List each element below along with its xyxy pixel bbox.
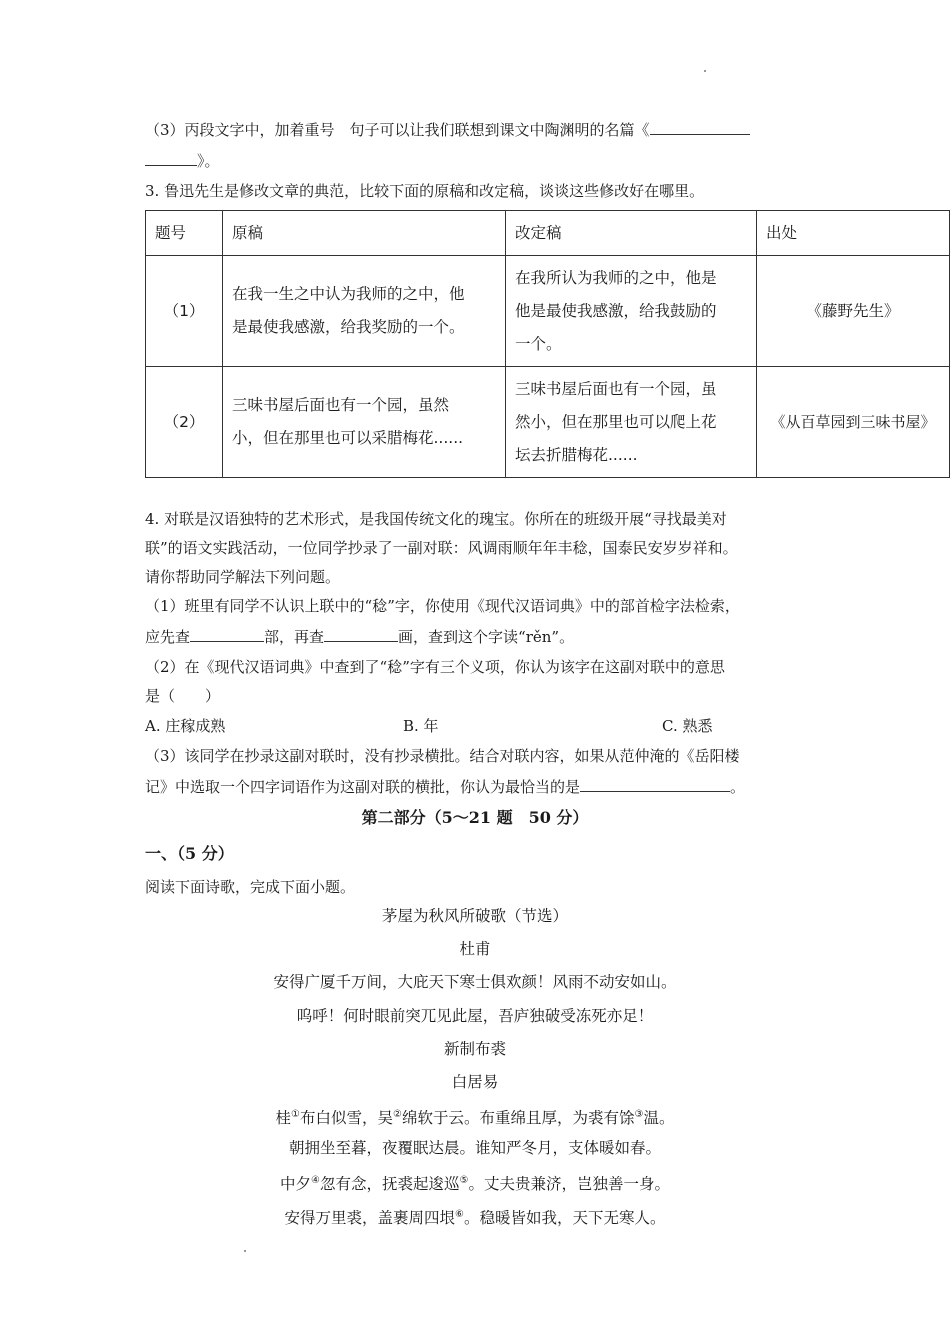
- poem-2-line: 安得万里裘，盖裹周四垠⑥。稳暖皆如我，天下无寒人。: [284, 1209, 666, 1228]
- poem-2-title: 新制布裘: [443, 1040, 506, 1058]
- q4-line-2: 联”的语文实践活动，一位同学抄录了一副对联：风调雨顺年年丰稔，国泰民安岁岁祥和。: [145, 539, 738, 557]
- poem-2-line: 桂①布白似雪，吴②绵软于云。布重绵且厚，为裘有馀③温。: [275, 1109, 675, 1128]
- poem-1-line: 呜呼！何时眼前突兀见此屋，吾庐独破受冻死亦足！: [296, 1007, 654, 1025]
- row-id: （2）: [146, 367, 223, 478]
- q4-sub1-line-2: 应先查 部，再查 画，查到这个字读“rěn”。: [145, 625, 574, 648]
- header-cell: 题号: [146, 211, 223, 256]
- q4-line-3: 请你帮助同学解法下列问题。: [145, 568, 341, 586]
- q4-sub2-line-1: （2）在《现代汉语词典》中查到了“稔”字有三个义项，你认为该字在这副对联中的意思: [145, 658, 725, 676]
- table-header-row: [146, 211, 950, 256]
- table-row: [146, 367, 950, 478]
- answer-blank[interactable]: [324, 625, 398, 642]
- part-2-title: 第二部分（5～21 题 50 分）: [361, 808, 589, 827]
- answer-blank[interactable]: [145, 149, 197, 166]
- answer-blank[interactable]: [580, 775, 730, 792]
- poem-2-line: 中夕④忽有念，抚裘起逡巡⑤。丈夫贵兼济，岂独善一身。: [280, 1175, 670, 1194]
- row-id: （1）: [146, 256, 223, 367]
- header-cell: 改定稿: [506, 211, 757, 256]
- footnote-marker: ③: [634, 1109, 644, 1120]
- option-b[interactable]: B. 年: [403, 717, 439, 735]
- q4-options: [145, 715, 845, 737]
- q3-line-1: （3）丙段文字中，加着重号 句子可以让我们联想到课文中陶渊明的名篇《: [145, 118, 750, 141]
- table-row: [146, 256, 950, 367]
- scan-dot: [244, 1250, 246, 1252]
- source-text: 《从百草园到三味书屋》: [757, 367, 950, 478]
- option-c[interactable]: C. 熟悉: [662, 717, 713, 735]
- poem-1-author: 杜甫: [459, 940, 491, 958]
- section-1-title: 一、（5 分）: [145, 844, 234, 863]
- q4-sub3-line-2: 记》中选取一个四字词语作为这副对联的横批，你认为最恰当的是 。: [145, 775, 745, 798]
- scan-dot: [704, 70, 706, 72]
- revised-text: 在我所认为我师的之中，他是 他是最使我感激，给我鼓励的 一个。: [506, 256, 757, 367]
- answer-blank[interactable]: [650, 118, 750, 135]
- footnote-marker: ⑥: [455, 1209, 464, 1220]
- option-a[interactable]: A. 庄稼成熟: [145, 717, 226, 735]
- footnote-marker: ⑤: [459, 1175, 469, 1186]
- q4-sub2-line-2: 是（ ）: [145, 687, 221, 705]
- footnote-marker: ①: [291, 1109, 300, 1120]
- poem-1-title: 茅屋为秋风所破歌（节选）: [381, 907, 568, 925]
- source-text: 《藤野先生》: [757, 256, 950, 367]
- poem-2-line: 朝拥坐至暮，夜覆眠达晨。谁知严冬月，支体暖如春。: [288, 1139, 661, 1157]
- original-text: 在我一生之中认为我师的之中，他 是最使我感激，给我奖励的一个。: [223, 256, 506, 367]
- q4-line-1: 4. 对联是汉语独特的艺术形式，是我国传统文化的瑰宝。你所在的班级开展“寻找最美对: [145, 510, 727, 528]
- original-text: 三味书屋后面也有一个园，虽然 小，但在那里也可以采腊梅花......: [223, 367, 506, 478]
- revision-table: [145, 210, 950, 478]
- q4-sub1-line-1: （1）班里有同学不认识上联中的“稔”字，你使用《现代汉语词典》中的部首检字法检索，: [145, 597, 740, 615]
- header-cell: 出处: [757, 211, 950, 256]
- footnote-marker: ②: [393, 1109, 402, 1120]
- header-cell: 原稿: [223, 211, 506, 256]
- question-3-title: 3. 鲁迅先生是修改文章的典范，比较下面的原稿和改定稿，谈谈这些修改好在哪里。: [145, 182, 705, 200]
- section-1-instruction: 阅读下面诗歌，完成下面小题。: [145, 878, 356, 896]
- poem-2-author: 白居易: [451, 1073, 499, 1091]
- revised-text: 三味书屋后面也有一个园，虽 然小，但在那里也可以爬上花 坛去折腊梅花......: [506, 367, 757, 478]
- q3-line-2: 》。: [145, 149, 220, 172]
- poem-1-line: 安得广厦千万间，大庇天下寒士俱欢颜！风雨不动安如山。: [273, 973, 677, 991]
- q4-sub3-line-1: （3）该同学在抄录这副对联时，没有抄录横批。结合对联内容，如果从范仲淹的《岳阳楼: [145, 747, 740, 765]
- answer-blank[interactable]: [190, 625, 264, 642]
- footnote-marker: ④: [311, 1175, 320, 1186]
